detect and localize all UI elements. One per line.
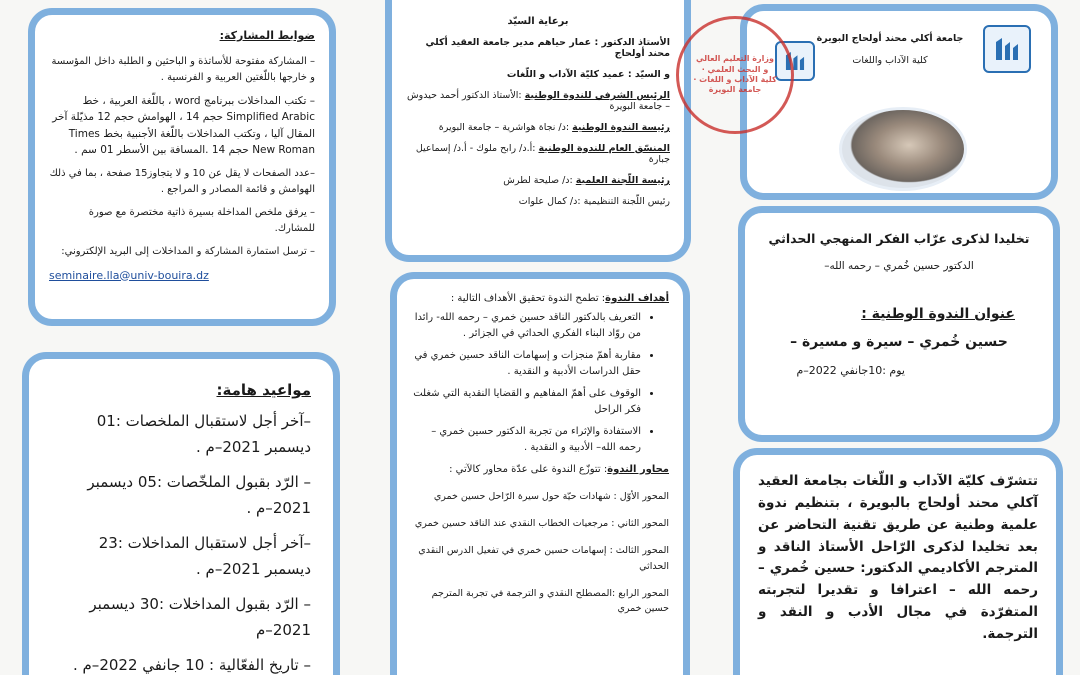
axis-item-4: المحور الرابع :المصطلح النقدي و الترجمة في تجربة المترجم حسين خمري: [431, 587, 669, 614]
general-coordinator: [406, 143, 670, 165]
title-panel: [738, 206, 1060, 442]
goals-intro: : تطمح الندوة تحقيق الأهداف التالية :: [450, 293, 606, 304]
patron-line-1: الأستاذ الدكتور : عمار حياهم مدير جامعة العقيد أكلي محند أولحاج: [425, 37, 670, 59]
axes-intro: : تتوزّع الندوة على عدّة محاور كالآتي :: [449, 464, 608, 475]
contact-email-link[interactable]: seminaire.lla@univ-bouira.dz: [49, 268, 209, 282]
logo-emblem-icon: [990, 32, 1024, 66]
seminar-title: حسين خُمري – سيرة و مسيرة –: [790, 334, 1008, 350]
goal-item: • الاستفادة والإثراء من تجربة الدكتور حسين خمري – رحمه الله– الأدبية و النقدية .: [409, 424, 641, 456]
row-value: :د/ كمال علوات: [518, 196, 581, 207]
seminar-president: [406, 122, 670, 133]
axes-heading: [409, 464, 669, 475]
rule-2: – تكتب المداخلات ببرنامج word ، باللّغة العربية ، خط Simplified Arabic حجم 14 ، الهوامش حجم 12 مذيّلة آخر المقال آليا ، وتكتب المداخلات باللّغة الأجنبية بخط Times New Roman حجم 14 .المسافة بين الأسطر 01 سم .: [52, 95, 315, 156]
patron-title: برعاية السيّد: [507, 16, 569, 27]
university-logo-right: [983, 25, 1031, 73]
axis-item-1: المحور الأوّل : شهادات حيّة حول سيرة الرّاحل حسين خمري: [433, 491, 669, 502]
tribute-line-2: الدكتور حسين خُمري – رحمه الله–: [824, 260, 974, 272]
row-value: :أ.د/ رابح ملوك - أ.د/ إسماعيل جبارة: [415, 143, 670, 165]
axis-item-3: المحور الثالث : إسهامات حسين خمري في تفعيل الدرس النقدي الحداثي: [418, 545, 669, 572]
rules-panel: [28, 8, 336, 326]
announcement-text: تتشرّف كليّة الآداب و اللّغات بجامعة العقيد آكلي محند أولحاج بالبويرة ، بتنظيم ندوة علمية وطنية عن طريق تقنية التحاضر عن بعد تخليدا لذكرى الرّاحل الأستاذ الناقد و المترجم الأكاديمي الدكتور: حسين خُمري –رحمه الله – اعترافا و تقديرا لتجربته المتفرّدة في مجال الأدب و النقد و الترجمة.: [758, 473, 1038, 643]
university-name: جامعة أكلي محند أولحاج البويرة: [816, 33, 964, 44]
date-item-1: –آخر أجل لاستقبال الملخصات :01 ديسمبر 2021–م .: [96, 412, 311, 456]
axis-item-2: المحور الثاني : مرجعيات الخطاب النقدي عند الناقد حسين خمري: [414, 518, 669, 530]
row-value: :د/ نجاة هواشرية – جامعة البويرة: [438, 122, 570, 133]
faculty-name: كلية الآداب واللغات: [852, 55, 928, 66]
dates-panel: [22, 352, 340, 675]
rule-1: – المشاركة مفتوحة للأساتذة و الباحثين و الطلبة داخل المؤسسة و خارجها باللّغتين العربية و الفرنسية .: [51, 56, 315, 83]
seminar-date: يوم :10جانفي 2022–م: [796, 364, 905, 377]
goals-list: [409, 310, 651, 456]
honorary-president: [406, 90, 670, 112]
row-value: :الأستاذ الدكتور أحمد حيدوش – جامعة البويرة: [407, 90, 670, 112]
dates-title: مواعيد هامة:: [216, 381, 311, 399]
row-label: رئيسة اللّجنة العلمية: [575, 175, 670, 186]
goals-label: أهداف الندوة: [605, 293, 669, 304]
tribute-line-1: تخليدا لذكرى عرّاب الفكر المنهجي الحداثي: [768, 231, 1030, 246]
rule-3: –عدد الصفحات لا يقل عن 10 و لا يتجاوز15 صفحة ، بما في ذلك الهوامش و قائمة المصادر و المراجع .: [49, 168, 315, 195]
rule-5: – ترسل استمارة المشاركة و المداخلات إلى البريد الإلكتروني:: [61, 246, 315, 258]
goals-heading: [409, 293, 669, 304]
date-item-3: –آخر أجل لاستقبال المداخلات :23 ديسمبر 2021–م .: [98, 534, 311, 578]
row-label: رئيس اللّجنة التنظيمية: [583, 196, 670, 207]
organizing-committee-head: [406, 196, 670, 207]
rule-4: – يرفق ملخص المداخلة بسيرة ذاتية مختصرة مع صورة للمشارك.: [88, 207, 315, 234]
stamp-text: وزارة التعليم العالي و البحث العلمي · كلية الآداب و اللغات · جامعة البويرة: [693, 54, 777, 95]
axes-label: محاور الندوة: [607, 464, 669, 475]
date-item-5: – تاريخ الفعّالية : 10 جانفي 2022–م .: [72, 656, 311, 674]
scientific-committee-head: [406, 175, 670, 186]
announcement-panel: [733, 448, 1063, 675]
row-label: المنسّق العام للندوة الوطنية: [538, 143, 670, 154]
row-label: رئيسة الندوة الوطنية: [572, 122, 670, 133]
date-item-2: – الرّد بقبول الملخّصات :05 ديسمبر 2021–م .: [87, 473, 311, 517]
patron-line-2: و السيّد : عميد كليّة الآداب و اللّغات: [506, 69, 670, 80]
goal-item: • الوقوف على أهمّ المفاهيم و القضايا النقدية التي شغلت فكر الراحل: [409, 386, 641, 418]
official-stamp: [676, 16, 794, 134]
row-value: :د/ صليحة لطرش: [503, 175, 573, 186]
goals-panel: [390, 272, 690, 675]
portrait-photo: [839, 107, 967, 191]
row-label: الرئيس الشرفي للندوة الوطنية: [524, 90, 670, 101]
seminar-label: عنوان الندوة الوطنية :: [861, 306, 1015, 322]
goal-item: • التعريف بالدكتور الناقد حسين خمري – رحمه الله- رائدا من روّاد البناء الفكري الحداثي في الجزائر .: [409, 310, 641, 342]
date-item-4: – الرّد بقبول المداخلات :30 ديسمبر 2021–م: [89, 595, 311, 639]
rules-title: ضوابط المشاركة:: [219, 29, 315, 42]
organizers-panel: [385, 0, 691, 262]
goal-item: • مقاربة أهمّ منجزات و إسهامات الناقد حسين خمري في حقل الدراسات الأدبية و النقدية .: [409, 348, 641, 380]
